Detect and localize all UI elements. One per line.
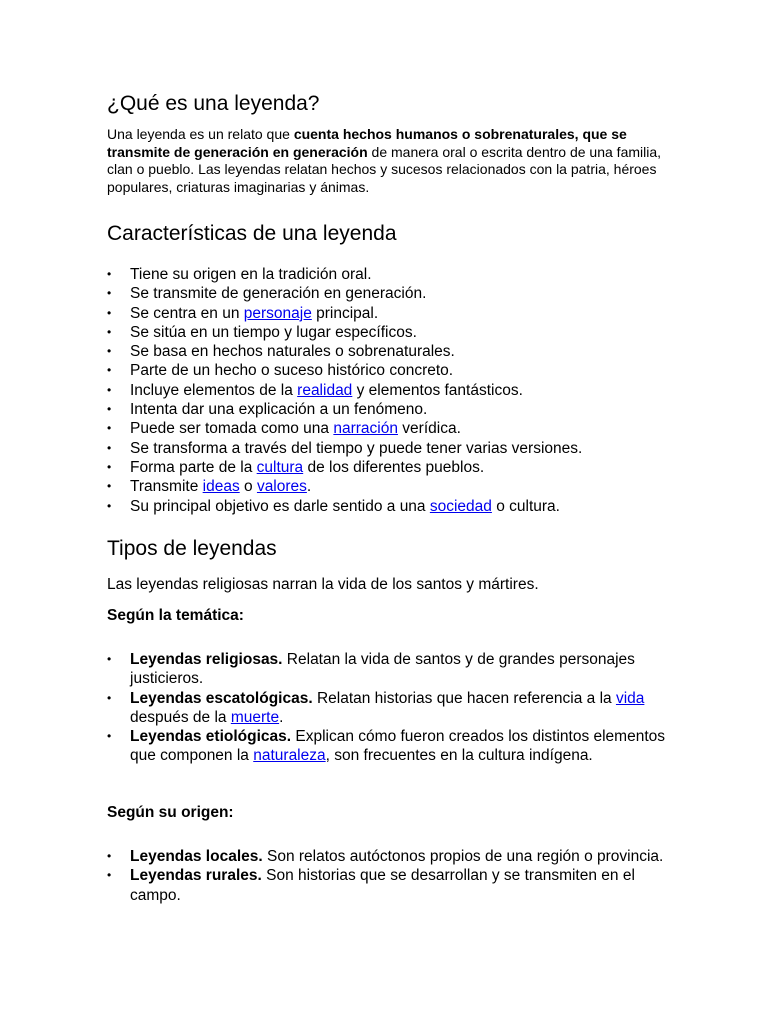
link-cultura[interactable]: cultura [256, 458, 304, 476]
list-item [107, 304, 687, 323]
item-bold: Leyendas religiosas. [130, 651, 283, 668]
intro-paragraph [107, 126, 667, 197]
item-text: Tiene su origen en la tradición oral. [130, 266, 372, 283]
intro-bold: cuenta hechos humanos o sobrenaturales, que se transmite de generación en generación [107, 126, 627, 160]
item-text: Puede ser tomada como una [130, 420, 334, 438]
link-narracion[interactable]: narración [333, 420, 398, 438]
bullet-icon: • [107, 849, 112, 863]
bullet-icon: • [107, 402, 112, 417]
link-valores[interactable]: valores [256, 478, 307, 496]
intro-text-2: de manera oral o escrita dentro de una familia, clan o pueblo. Las leyendas relatan hechos y sucesos relacionados con la patria, héroes populares, criaturas imaginarias y ánimas. [107, 143, 662, 196]
item-text: Son historias que se desarrollan y se transmiten en el campo. [130, 867, 635, 904]
item-text: . [306, 478, 312, 496]
characteristics-heading: Características de una leyenda [107, 222, 397, 245]
list-item [107, 727, 667, 766]
list-item [107, 265, 687, 284]
item-text: Se transmite de generación en generación. [130, 285, 427, 303]
bullet-icon: • [107, 498, 112, 513]
list-item [107, 689, 667, 728]
list-item [107, 342, 687, 361]
bullet-icon: • [107, 267, 112, 281]
bullet-icon: • [107, 382, 112, 397]
list-item [107, 650, 667, 689]
item-text: Parte de un hecho o suceso histórico concreto. [130, 362, 454, 380]
item-text: o [239, 478, 257, 496]
bullet-icon: • [107, 652, 112, 666]
thematic-list [107, 650, 667, 766]
bullet-icon: • [107, 305, 112, 320]
list-item [107, 847, 667, 866]
item-text: Transmite [130, 478, 203, 496]
bullet-icon: • [107, 324, 112, 339]
list-item [107, 284, 687, 303]
intro-text-1: Una leyenda es un relato que [107, 126, 294, 142]
item-bold: Leyendas rurales. [130, 867, 262, 885]
item-text: Forma parte de la [130, 458, 257, 476]
bullet-icon: • [107, 421, 112, 436]
list-item [107, 400, 687, 419]
list-item [107, 323, 687, 342]
origin-subheading: Según su origen: [107, 804, 234, 821]
characteristics-list [107, 265, 687, 516]
item-bold: Leyendas locales. [130, 848, 263, 865]
bullet-icon: • [107, 363, 112, 378]
link-naturaleza[interactable]: naturaleza [253, 747, 326, 765]
list-item [107, 439, 687, 458]
types-paragraph: Las leyendas religiosas narran la vida de los santos y mártires. [107, 576, 539, 593]
bullet-icon: • [107, 344, 112, 359]
item-text: Su principal objetivo es darle sentido a una [130, 497, 430, 515]
item-text: Incluye elementos de la [130, 381, 298, 399]
list-item [107, 458, 687, 477]
bullet-icon: • [107, 868, 112, 883]
item-text: Explican cómo fueron creados los distintos elementos que componen la [130, 728, 666, 765]
bullet-icon: • [107, 286, 112, 301]
bullet-icon: • [107, 729, 112, 744]
bullet-icon: • [107, 479, 112, 494]
item-text: después de la [130, 708, 231, 726]
item-text: Relatan la vida de santos y de grandes personajes justicieros. [130, 651, 635, 688]
origin-list [107, 847, 667, 905]
item-text: . [279, 708, 284, 726]
item-text: principal. [311, 304, 379, 322]
item-text: Se basa en hechos naturales o sobrenaturales. [130, 343, 455, 361]
types-heading: Tipos de leyendas [107, 537, 277, 560]
thematic-subheading: Según la temática: [107, 607, 244, 624]
list-item [107, 381, 687, 400]
bullet-icon: • [107, 440, 112, 455]
item-text: y elementos fantásticos. [352, 381, 523, 399]
item-text: , son frecuentes en la cultura indígena. [325, 747, 593, 765]
item-text: verídica. [397, 420, 461, 438]
item-text: Se sitúa en un tiempo y lugar específicos. [130, 323, 417, 341]
item-text: Intenta dar una explicación a un fenómeno. [130, 401, 428, 419]
item-text: Son relatos autóctonos propios de una región o provincia. [262, 848, 664, 865]
item-bold: Leyendas etiológicas. [130, 728, 292, 746]
list-item [107, 866, 667, 905]
link-realidad[interactable]: realidad [297, 381, 353, 399]
link-vida[interactable]: vida [615, 689, 645, 707]
item-text: Se centra en un [130, 304, 244, 322]
item-text: Relatan historias que hacen referencia a la [312, 689, 616, 707]
link-ideas[interactable]: ideas [202, 478, 240, 496]
list-item [107, 477, 687, 496]
page-title: ¿Qué es una leyenda? [107, 92, 320, 115]
link-sociedad[interactable]: sociedad [429, 497, 492, 515]
item-bold: Leyendas escatológicas. [130, 689, 313, 707]
list-item [107, 361, 687, 380]
link-personaje[interactable]: personaje [243, 304, 312, 322]
link-muerte[interactable]: muerte [230, 708, 280, 726]
item-text: o cultura. [491, 497, 560, 515]
list-item [107, 497, 687, 516]
list-item [107, 419, 687, 438]
item-text: Se transforma a través del tiempo y puede tener varias versiones. [130, 439, 583, 457]
item-text: de los diferentes pueblos. [303, 458, 485, 476]
bullet-icon: • [107, 459, 112, 474]
bullet-icon: • [107, 690, 112, 705]
